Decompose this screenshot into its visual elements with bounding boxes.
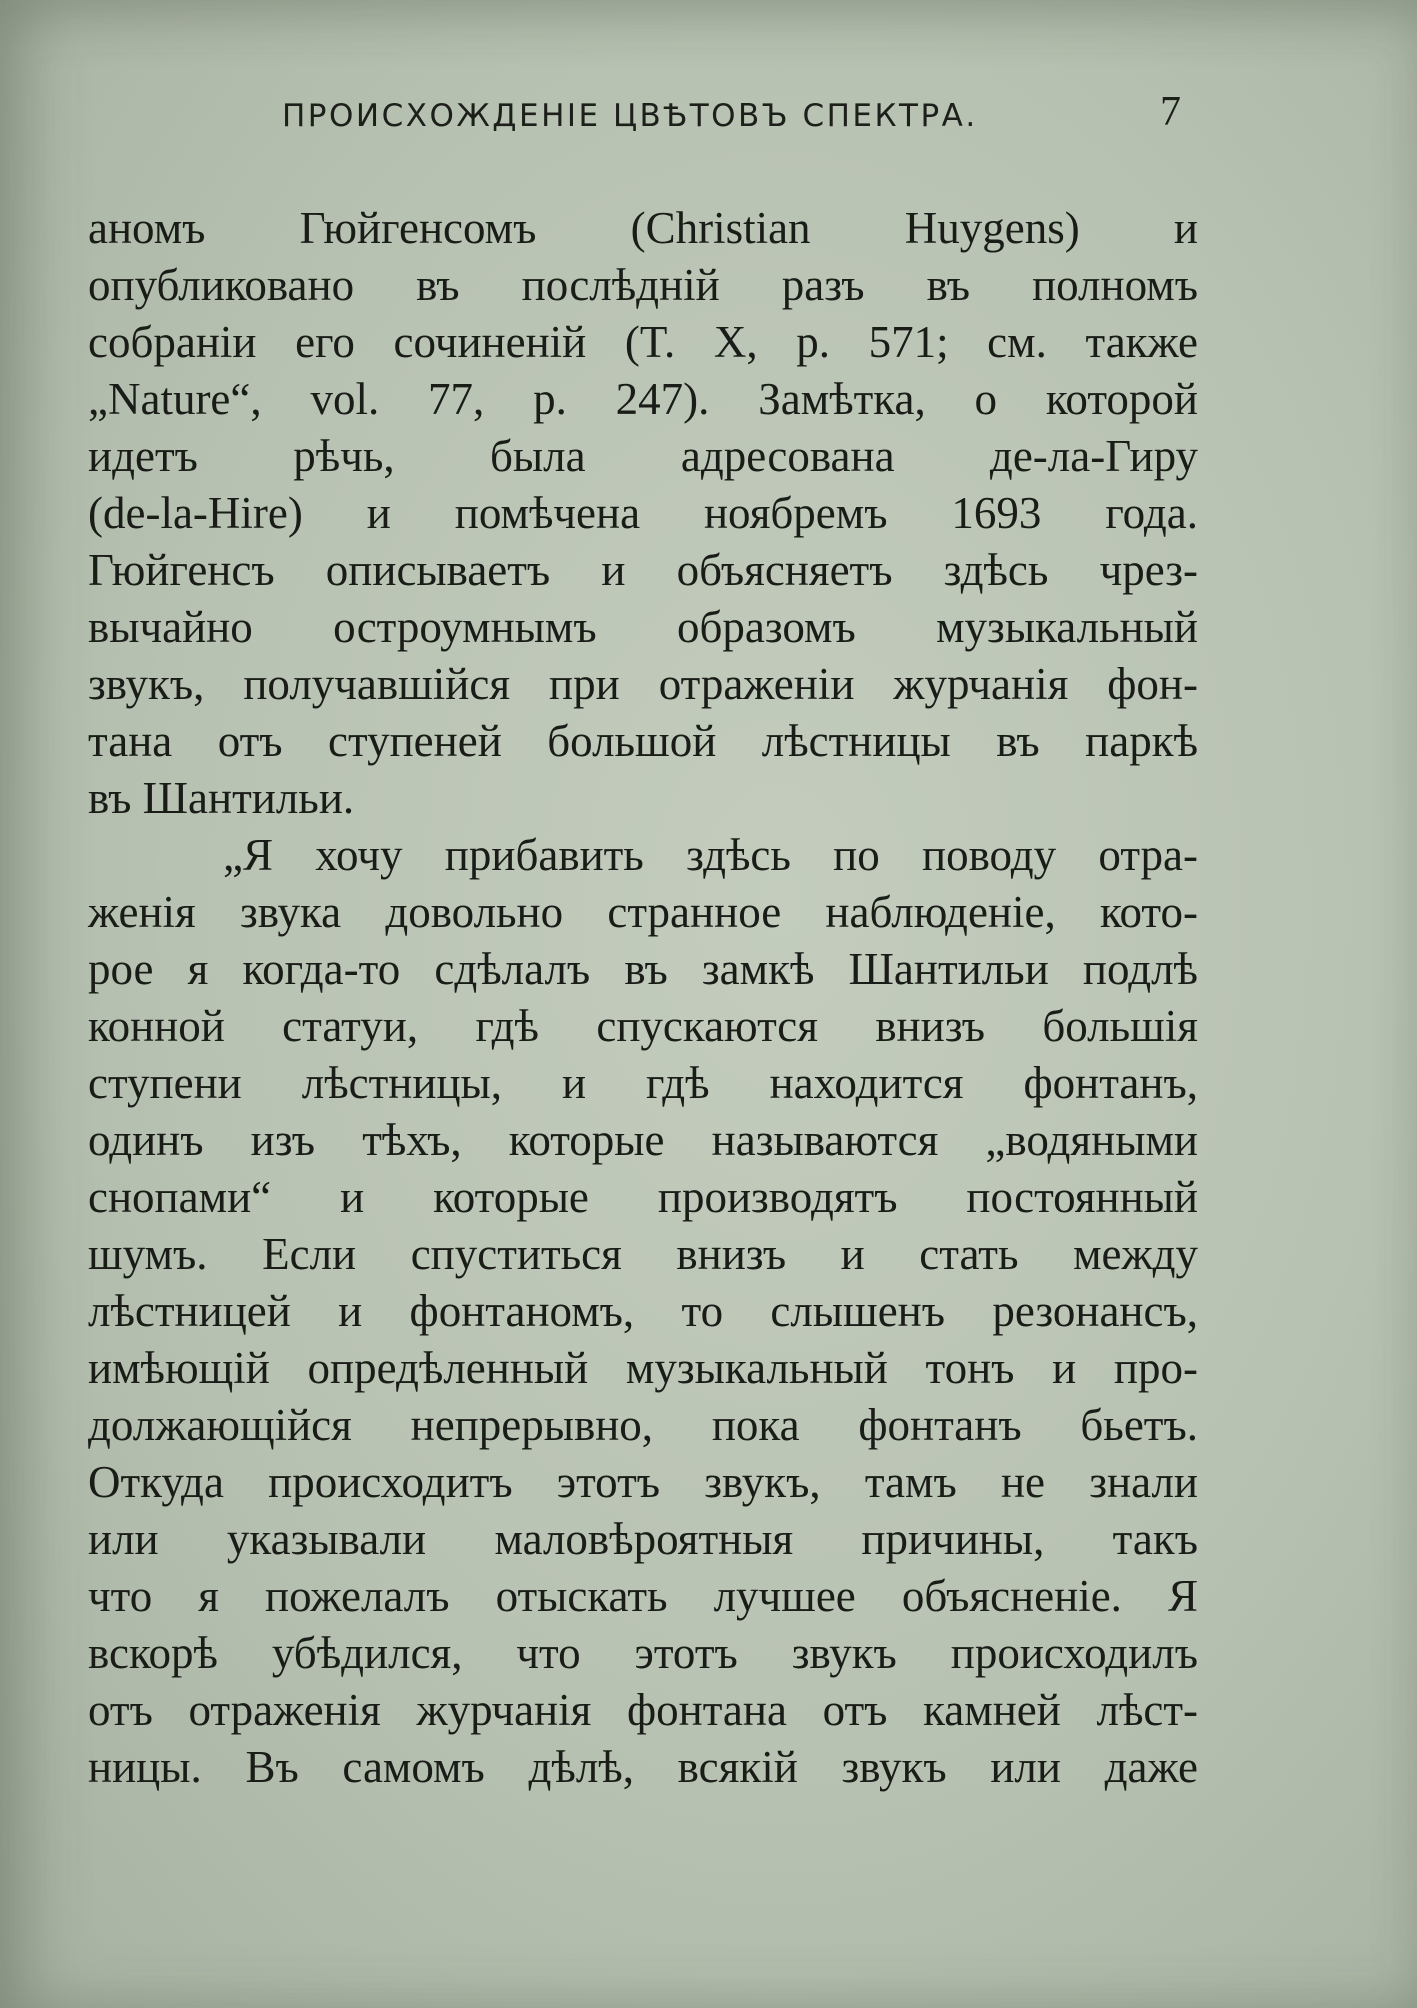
text-line: или указывали маловѣроятныя причины, такъ (88, 1514, 1198, 1564)
text-line: шумъ. Если спуститься внизъ и стать между (88, 1229, 1198, 1279)
page-number: 7 (1160, 89, 1181, 135)
text-line: Откуда происходитъ этотъ звукъ, тамъ не знали (88, 1457, 1198, 1507)
text-line: ницы. Въ самомъ дѣлѣ, всякій звукъ или даже (88, 1742, 1198, 1792)
text-line: собраніи его сочиненій (T. X, p. 571; см. также (88, 317, 1198, 367)
text-line: идетъ рѣчь, была адресована де-ла-Гиру (88, 431, 1198, 481)
text-line: (de-la-Hire) и помѣчена ноябремъ 1693 года. (88, 488, 1198, 538)
text-line: снопами“ и которые производятъ постоянный (88, 1172, 1198, 1222)
text-line: аномъ Гюйгенсомъ (Christian Huygens) и (88, 203, 1198, 253)
text-line: вскорѣ убѣдился, что этотъ звукъ происходилъ (88, 1628, 1198, 1678)
text-line: вычайно остроумнымъ образомъ музыкальный (88, 602, 1198, 652)
text-line: отъ отраженія журчанія фонтана отъ камней лѣст- (88, 1685, 1198, 1735)
text-line: опубликовано въ послѣдній разъ въ полномъ (88, 260, 1198, 310)
text-line: ступени лѣстницы, и гдѣ находится фонтанъ, (88, 1058, 1198, 1108)
text-line: имѣющій опредѣленный музыкальный тонъ и про- (88, 1343, 1198, 1393)
text-line: лѣстницей и фонтаномъ, то слышенъ резонансъ, (88, 1286, 1198, 1336)
text-line: Гюйгенсъ описываетъ и объясняетъ здѣсь чрез- (88, 545, 1198, 595)
text-line: женія звука довольно странное наблюденіе, кото- (88, 887, 1198, 937)
text-line: звукъ, получавшійся при отраженіи журчанія фон- (88, 659, 1198, 709)
text-line: рое я когда-то сдѣлалъ въ замкѣ Шантильи подлѣ (88, 944, 1198, 994)
text-line: должающійся непрерывно, пока фонтанъ бьетъ. (88, 1400, 1198, 1450)
text-line: одинъ изъ тѣхъ, которые называются „водяными (88, 1115, 1198, 1165)
body-text (88, 200, 1198, 1796)
text-line: „Я хочу прибавить здѣсь по поводу отра- (223, 830, 1198, 880)
text-line: въ Шантильи. (88, 773, 355, 823)
running-header-title: ПРОИСХОЖДЕНІЕ ЦВѢТОВЪ СПЕКТРА. (282, 98, 978, 134)
text-line: тана отъ ступеней большой лѣстницы въ паркѣ (88, 716, 1198, 766)
text-line: „Nature“, vol. 77, p. 247). Замѣтка, о которой (88, 374, 1198, 424)
text-line: что я пожелалъ отыскать лучшее объясненіе. Я (88, 1571, 1198, 1621)
text-line: конной статуи, гдѣ спускаются внизъ большія (88, 1001, 1198, 1051)
